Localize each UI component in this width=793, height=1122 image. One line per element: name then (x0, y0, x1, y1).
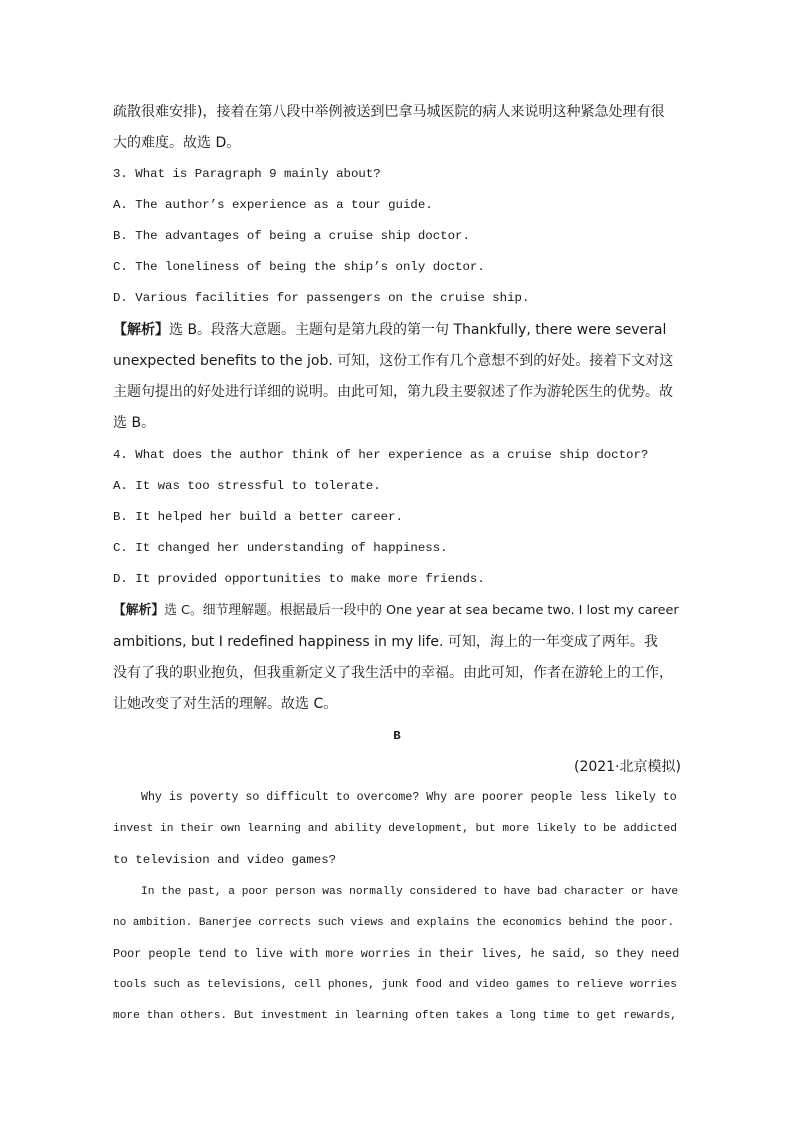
passage-line: to television and video games? (113, 853, 337, 867)
option-4a: A. It was too stressful to tolerate. (113, 479, 381, 493)
option-4c: C. It changed her understanding of happiness. (113, 541, 448, 555)
option-3b: B. The advantages of being a cruise ship doctor. (113, 229, 470, 243)
option-4d: D. It provided opportunities to make more friends. (113, 572, 485, 586)
analysis-tag: 【解析】 (113, 322, 169, 338)
passage-line: In the past, a poor person was normally considered to have bad character or have (141, 886, 679, 898)
analysis-text-line: 大的难度。故选 D。 (113, 135, 241, 151)
analysis-4-text: 选 C。细节理解题。根据最后一段中的 One year at sea became two. I lost my career (164, 603, 679, 618)
passage-line: invest in their own learning and ability development, but more likely to be addicted (113, 823, 677, 835)
analysis-4-line (113, 601, 679, 621)
analysis-text-line: 疏散很难安排)，接着在第八段中举例被送到巴拿马城医院的病人来说明这种紧急处理有很 (113, 104, 665, 120)
analysis-3-line: unexpected benefits to the job. 可知，这份工作有几个意想不到的好处。接着下文对这 (113, 353, 674, 369)
analysis-3-line: 选 B。 (113, 415, 156, 431)
analysis-3-line (113, 320, 666, 340)
option-3d: D. Various facilities for passengers on the cruise ship. (113, 291, 530, 305)
analysis-4-line: 没有了我的职业抱负，但我重新定义了我生活中的幸福。由此可知，作者在游轮上的工作， (113, 665, 673, 681)
passage-line: Why is poverty so difficult to overcome? Why are poorer people less likely to (141, 791, 677, 804)
passage-line: tools such as televisions, cell phones, junk food and video games to relieve worries (113, 979, 677, 991)
option-3c: C. The loneliness of being the ship’s only doctor. (113, 260, 485, 274)
analysis-tag: 【解析】 (113, 603, 165, 618)
question-4: 4. What does the author think of her experience as a cruise ship doctor? (113, 448, 649, 462)
source-note: (2021·北京模拟) (573, 759, 681, 775)
analysis-4-line: ambitions, but I redefined happiness in my life. 可知，海上的一年变成了两年。我 (113, 634, 658, 650)
analysis-3-text: 选 B。段落大意题。主题句是第九段的第一句 Thankfully, there were several (169, 322, 667, 338)
analysis-4-line: 让她改变了对生活的理解。故选 C。 (113, 696, 338, 712)
section-heading: B (393, 729, 401, 743)
option-4b: B. It helped her build a better career. (113, 510, 403, 524)
analysis-3-line: 主题句提出的好处进行详细的说明。由此可知，第九段主要叙述了作为游轮医生的优势。故 (113, 384, 673, 400)
passage-line: Poor people tend to live with more worries in their lives, he said, so they need (113, 947, 680, 961)
passage-line: no ambition. Banerjee corrects such views and explains the economics behind the poor. (113, 917, 675, 929)
option-3a: A. The author’s experience as a tour guide. (113, 198, 433, 212)
question-3: 3. What is Paragraph 9 mainly about? (113, 167, 381, 181)
passage-line: more than others. But investment in learning often takes a long time to get rewards, (113, 1010, 677, 1022)
